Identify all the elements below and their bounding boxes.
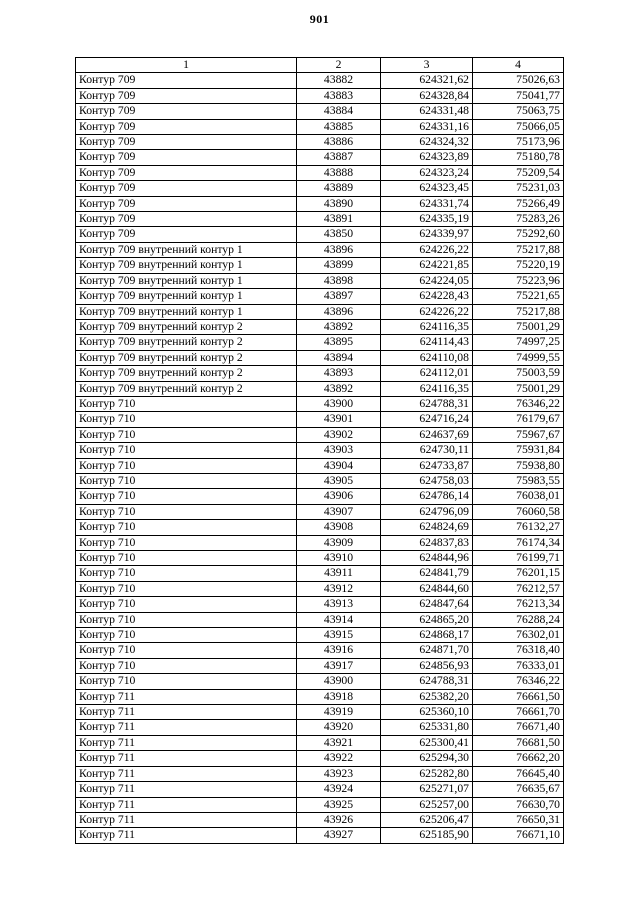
contour-name-cell: Контур 709 внутренний контур 1: [76, 304, 297, 319]
y-coordinate-cell: 76060,58: [473, 504, 564, 519]
x-coordinate-cell: 624228,43: [381, 289, 473, 304]
table-row: [76, 581, 564, 596]
contour-name-cell: Контур 709: [76, 104, 297, 119]
y-coordinate-cell: 76213,34: [473, 597, 564, 612]
x-coordinate-cell: 624114,43: [381, 335, 473, 350]
point-number-cell: 43903: [297, 443, 381, 458]
point-number-cell: 43919: [297, 705, 381, 720]
contour-name-cell: Контур 710: [76, 412, 297, 427]
table-row: [76, 258, 564, 273]
contour-name-cell: Контур 710: [76, 658, 297, 673]
x-coordinate-cell: 624786,14: [381, 489, 473, 504]
x-coordinate-cell: 625331,80: [381, 720, 473, 735]
contour-name-cell: Контур 711: [76, 812, 297, 827]
table-row: [76, 597, 564, 612]
y-coordinate-cell: 75292,60: [473, 227, 564, 242]
contour-name-cell: Контур 709: [76, 227, 297, 242]
y-coordinate-cell: 76630,70: [473, 797, 564, 812]
x-coordinate-cell: 625282,80: [381, 766, 473, 781]
y-coordinate-cell: 76635,67: [473, 782, 564, 797]
x-coordinate-cell: 624323,45: [381, 181, 473, 196]
contour-name-cell: Контур 710: [76, 628, 297, 643]
contour-name-cell: Контур 710: [76, 674, 297, 689]
x-coordinate-cell: 625382,20: [381, 689, 473, 704]
y-coordinate-cell: 76288,24: [473, 612, 564, 627]
contour-name-cell: Контур 711: [76, 828, 297, 843]
table-row: [76, 88, 564, 103]
contour-name-cell: Контур 710: [76, 396, 297, 411]
contour-name-cell: Контур 711: [76, 735, 297, 750]
y-coordinate-cell: 75041,77: [473, 88, 564, 103]
point-number-cell: 43888: [297, 165, 381, 180]
table-row: [76, 674, 564, 689]
contour-name-cell: Контур 711: [76, 720, 297, 735]
table-row: [76, 643, 564, 658]
y-coordinate-cell: 76346,22: [473, 396, 564, 411]
point-number-cell: 43850: [297, 227, 381, 242]
y-coordinate-cell: 75283,26: [473, 212, 564, 227]
y-coordinate-cell: 75003,59: [473, 366, 564, 381]
table-row: [76, 366, 564, 381]
x-coordinate-cell: 624788,31: [381, 674, 473, 689]
y-coordinate-cell: 76661,70: [473, 705, 564, 720]
point-number-cell: 43900: [297, 396, 381, 411]
y-coordinate-cell: 76661,50: [473, 689, 564, 704]
table-row: [76, 150, 564, 165]
x-coordinate-cell: 625360,10: [381, 705, 473, 720]
point-number-cell: 43898: [297, 273, 381, 288]
contour-name-cell: Контур 709: [76, 181, 297, 196]
contour-name-cell: Контур 709: [76, 165, 297, 180]
table-row: [76, 735, 564, 750]
contour-name-cell: Контур 709 внутренний контур 1: [76, 242, 297, 257]
contour-name-cell: Контур 709 внутренний контур 2: [76, 350, 297, 365]
x-coordinate-cell: 624824,69: [381, 520, 473, 535]
table-row: [76, 489, 564, 504]
y-coordinate-cell: 76318,40: [473, 643, 564, 658]
point-number-cell: 43918: [297, 689, 381, 704]
table-row: [76, 135, 564, 150]
contour-name-cell: Контур 709 внутренний контур 1: [76, 258, 297, 273]
contour-name-cell: Контур 710: [76, 551, 297, 566]
point-number-cell: 43916: [297, 643, 381, 658]
table-row: [76, 427, 564, 442]
point-number-cell: 43924: [297, 782, 381, 797]
y-coordinate-cell: 76132,27: [473, 520, 564, 535]
table-row: [76, 196, 564, 211]
y-coordinate-cell: 76302,01: [473, 628, 564, 643]
table-row: [76, 335, 564, 350]
point-number-cell: 43891: [297, 212, 381, 227]
column-header-4: 4: [473, 58, 564, 73]
contour-name-cell: Контур 711: [76, 797, 297, 812]
y-coordinate-cell: 75217,88: [473, 242, 564, 257]
point-number-cell: 43909: [297, 535, 381, 550]
point-number-cell: 43894: [297, 350, 381, 365]
contour-name-cell: Контур 710: [76, 443, 297, 458]
point-number-cell: 43917: [297, 658, 381, 673]
x-coordinate-cell: 624733,87: [381, 458, 473, 473]
point-number-cell: 43920: [297, 720, 381, 735]
table-row: [76, 504, 564, 519]
contour-name-cell: Контур 710: [76, 643, 297, 658]
point-number-cell: 43905: [297, 473, 381, 488]
y-coordinate-cell: 75063,75: [473, 104, 564, 119]
x-coordinate-cell: 624324,32: [381, 135, 473, 150]
point-number-cell: 43926: [297, 812, 381, 827]
point-number-cell: 43906: [297, 489, 381, 504]
point-number-cell: 43902: [297, 427, 381, 442]
point-number-cell: 43908: [297, 520, 381, 535]
point-number-cell: 43921: [297, 735, 381, 750]
point-number-cell: 43900: [297, 674, 381, 689]
x-coordinate-cell: 624323,89: [381, 150, 473, 165]
contour-name-cell: Контур 709 внутренний контур 1: [76, 289, 297, 304]
table-row: [76, 473, 564, 488]
y-coordinate-cell: 75001,29: [473, 319, 564, 334]
y-coordinate-cell: 75180,78: [473, 150, 564, 165]
y-coordinate-cell: 76174,34: [473, 535, 564, 550]
y-coordinate-cell: 75983,55: [473, 473, 564, 488]
point-number-cell: 43904: [297, 458, 381, 473]
y-coordinate-cell: 75938,80: [473, 458, 564, 473]
table-row: [76, 628, 564, 643]
column-header-1: 1: [76, 58, 297, 73]
table-row: [76, 104, 564, 119]
table-row: [76, 181, 564, 196]
x-coordinate-cell: 624224,05: [381, 273, 473, 288]
table-row: [76, 612, 564, 627]
x-coordinate-cell: 624331,16: [381, 119, 473, 134]
y-coordinate-cell: 76671,10: [473, 828, 564, 843]
table-row: [76, 119, 564, 134]
page-number: 901: [309, 12, 330, 26]
table-row: [76, 797, 564, 812]
column-header-2: 2: [297, 58, 381, 73]
contour-name-cell: Контур 710: [76, 566, 297, 581]
y-coordinate-cell: 76201,15: [473, 566, 564, 581]
contour-name-cell: Контур 710: [76, 458, 297, 473]
y-coordinate-cell: 75001,29: [473, 381, 564, 396]
x-coordinate-cell: 624871,70: [381, 643, 473, 658]
table-row: [76, 705, 564, 720]
table-header-row: [76, 58, 564, 73]
table-row: [76, 520, 564, 535]
point-number-cell: 43887: [297, 150, 381, 165]
x-coordinate-cell: 624847,64: [381, 597, 473, 612]
y-coordinate-cell: 75217,88: [473, 304, 564, 319]
table-row: [76, 566, 564, 581]
y-coordinate-cell: 75231,03: [473, 181, 564, 196]
coordinates-table: [75, 57, 564, 844]
y-coordinate-cell: 76650,31: [473, 812, 564, 827]
point-number-cell: 43885: [297, 119, 381, 134]
y-coordinate-cell: 76212,57: [473, 581, 564, 596]
y-coordinate-cell: 75221,65: [473, 289, 564, 304]
x-coordinate-cell: 624331,48: [381, 104, 473, 119]
table-row: [76, 242, 564, 257]
x-coordinate-cell: 624328,84: [381, 88, 473, 103]
y-coordinate-cell: 75223,96: [473, 273, 564, 288]
table-row: [76, 381, 564, 396]
contour-name-cell: Контур 710: [76, 612, 297, 627]
column-header-3: 3: [381, 58, 473, 73]
contour-name-cell: Контур 709 внутренний контур 2: [76, 381, 297, 396]
y-coordinate-cell: 76333,01: [473, 658, 564, 673]
point-number-cell: 43899: [297, 258, 381, 273]
y-coordinate-cell: 74999,55: [473, 350, 564, 365]
contour-name-cell: Контур 709: [76, 135, 297, 150]
contour-name-cell: Контур 709: [76, 150, 297, 165]
table-row: [76, 412, 564, 427]
contour-name-cell: Контур 711: [76, 705, 297, 720]
contour-name-cell: Контур 709 внутренний контур 1: [76, 273, 297, 288]
y-coordinate-cell: 75173,96: [473, 135, 564, 150]
contour-name-cell: Контур 709 внутренний контур 2: [76, 366, 297, 381]
table-row: [76, 289, 564, 304]
point-number-cell: 43892: [297, 381, 381, 396]
x-coordinate-cell: 624637,69: [381, 427, 473, 442]
contour-name-cell: Контур 709 внутренний контур 2: [76, 335, 297, 350]
point-number-cell: 43925: [297, 797, 381, 812]
table-row: [76, 273, 564, 288]
x-coordinate-cell: 624730,11: [381, 443, 473, 458]
point-number-cell: 43896: [297, 304, 381, 319]
table-row: [76, 443, 564, 458]
contour-name-cell: Контур 709: [76, 88, 297, 103]
table-row: [76, 720, 564, 735]
x-coordinate-cell: 625294,30: [381, 751, 473, 766]
x-coordinate-cell: 624841,79: [381, 566, 473, 581]
y-coordinate-cell: 75026,63: [473, 73, 564, 88]
contour-name-cell: Контур 711: [76, 782, 297, 797]
table-row: [76, 165, 564, 180]
y-coordinate-cell: 76645,40: [473, 766, 564, 781]
y-coordinate-cell: 76038,01: [473, 489, 564, 504]
point-number-cell: 43914: [297, 612, 381, 627]
x-coordinate-cell: 624321,62: [381, 73, 473, 88]
y-coordinate-cell: 76346,22: [473, 674, 564, 689]
contour-name-cell: Контур 710: [76, 427, 297, 442]
y-coordinate-cell: 75209,54: [473, 165, 564, 180]
x-coordinate-cell: 624716,24: [381, 412, 473, 427]
point-number-cell: 43922: [297, 751, 381, 766]
table-row: [76, 535, 564, 550]
table-row: [76, 782, 564, 797]
point-number-cell: 43907: [297, 504, 381, 519]
y-coordinate-cell: 76681,50: [473, 735, 564, 750]
contour-name-cell: Контур 710: [76, 535, 297, 550]
point-number-cell: 43884: [297, 104, 381, 119]
y-coordinate-cell: 75066,05: [473, 119, 564, 134]
x-coordinate-cell: 625257,00: [381, 797, 473, 812]
x-coordinate-cell: 624339,97: [381, 227, 473, 242]
table-row: [76, 227, 564, 242]
x-coordinate-cell: 625206,47: [381, 812, 473, 827]
point-number-cell: 43883: [297, 88, 381, 103]
y-coordinate-cell: 76671,40: [473, 720, 564, 735]
point-number-cell: 43923: [297, 766, 381, 781]
table-row: [76, 319, 564, 334]
point-number-cell: 43913: [297, 597, 381, 612]
table-row: [76, 350, 564, 365]
point-number-cell: 43912: [297, 581, 381, 596]
point-number-cell: 43901: [297, 412, 381, 427]
x-coordinate-cell: 625300,41: [381, 735, 473, 750]
x-coordinate-cell: 624868,17: [381, 628, 473, 643]
contour-name-cell: Контур 710: [76, 504, 297, 519]
table-row: [76, 658, 564, 673]
table-row: [76, 828, 564, 843]
contour-name-cell: Контур 709: [76, 196, 297, 211]
contour-name-cell: Контур 710: [76, 581, 297, 596]
y-coordinate-cell: 75266,49: [473, 196, 564, 211]
y-coordinate-cell: 76662,20: [473, 751, 564, 766]
table-row: [76, 751, 564, 766]
table-row: [76, 396, 564, 411]
table-row: [76, 73, 564, 88]
table-row: [76, 212, 564, 227]
point-number-cell: 43890: [297, 196, 381, 211]
contour-name-cell: Контур 710: [76, 489, 297, 504]
x-coordinate-cell: 624844,96: [381, 551, 473, 566]
x-coordinate-cell: 624226,22: [381, 304, 473, 319]
point-number-cell: 43892: [297, 319, 381, 334]
y-coordinate-cell: 74997,25: [473, 335, 564, 350]
y-coordinate-cell: 75931,84: [473, 443, 564, 458]
contour-name-cell: Контур 710: [76, 597, 297, 612]
point-number-cell: 43893: [297, 366, 381, 381]
table-row: [76, 812, 564, 827]
x-coordinate-cell: 624116,35: [381, 319, 473, 334]
x-coordinate-cell: 624865,20: [381, 612, 473, 627]
x-coordinate-cell: 624335,19: [381, 212, 473, 227]
point-number-cell: 43910: [297, 551, 381, 566]
point-number-cell: 43895: [297, 335, 381, 350]
y-coordinate-cell: 76199,71: [473, 551, 564, 566]
table-row: [76, 689, 564, 704]
point-number-cell: 43915: [297, 628, 381, 643]
x-coordinate-cell: 624112,01: [381, 366, 473, 381]
point-number-cell: 43911: [297, 566, 381, 581]
contour-name-cell: Контур 709 внутренний контур 2: [76, 319, 297, 334]
x-coordinate-cell: 624116,35: [381, 381, 473, 396]
table-row: [76, 766, 564, 781]
y-coordinate-cell: 76179,67: [473, 412, 564, 427]
contour-name-cell: Контур 709: [76, 212, 297, 227]
contour-name-cell: Контур 710: [76, 473, 297, 488]
contour-name-cell: Контур 709: [76, 73, 297, 88]
x-coordinate-cell: 624226,22: [381, 242, 473, 257]
table-row: [76, 458, 564, 473]
point-number-cell: 43886: [297, 135, 381, 150]
x-coordinate-cell: 624844,60: [381, 581, 473, 596]
table-row: [76, 304, 564, 319]
contour-name-cell: Контур 710: [76, 520, 297, 535]
x-coordinate-cell: 624323,24: [381, 165, 473, 180]
x-coordinate-cell: 624221,85: [381, 258, 473, 273]
point-number-cell: 43896: [297, 242, 381, 257]
point-number-cell: 43882: [297, 73, 381, 88]
contour-name-cell: Контур 711: [76, 751, 297, 766]
point-number-cell: 43889: [297, 181, 381, 196]
x-coordinate-cell: 625185,90: [381, 828, 473, 843]
table-row: [76, 551, 564, 566]
x-coordinate-cell: 624837,83: [381, 535, 473, 550]
contour-name-cell: Контур 709: [76, 119, 297, 134]
y-coordinate-cell: 75967,67: [473, 427, 564, 442]
x-coordinate-cell: 624110,08: [381, 350, 473, 365]
point-number-cell: 43927: [297, 828, 381, 843]
x-coordinate-cell: 625271,07: [381, 782, 473, 797]
x-coordinate-cell: 624856,93: [381, 658, 473, 673]
x-coordinate-cell: 624331,74: [381, 196, 473, 211]
table-body: [76, 73, 564, 843]
x-coordinate-cell: 624796,09: [381, 504, 473, 519]
x-coordinate-cell: 624788,31: [381, 396, 473, 411]
x-coordinate-cell: 624758,03: [381, 473, 473, 488]
contour-name-cell: Контур 711: [76, 766, 297, 781]
contour-name-cell: Контур 711: [76, 689, 297, 704]
y-coordinate-cell: 75220,19: [473, 258, 564, 273]
point-number-cell: 43897: [297, 289, 381, 304]
